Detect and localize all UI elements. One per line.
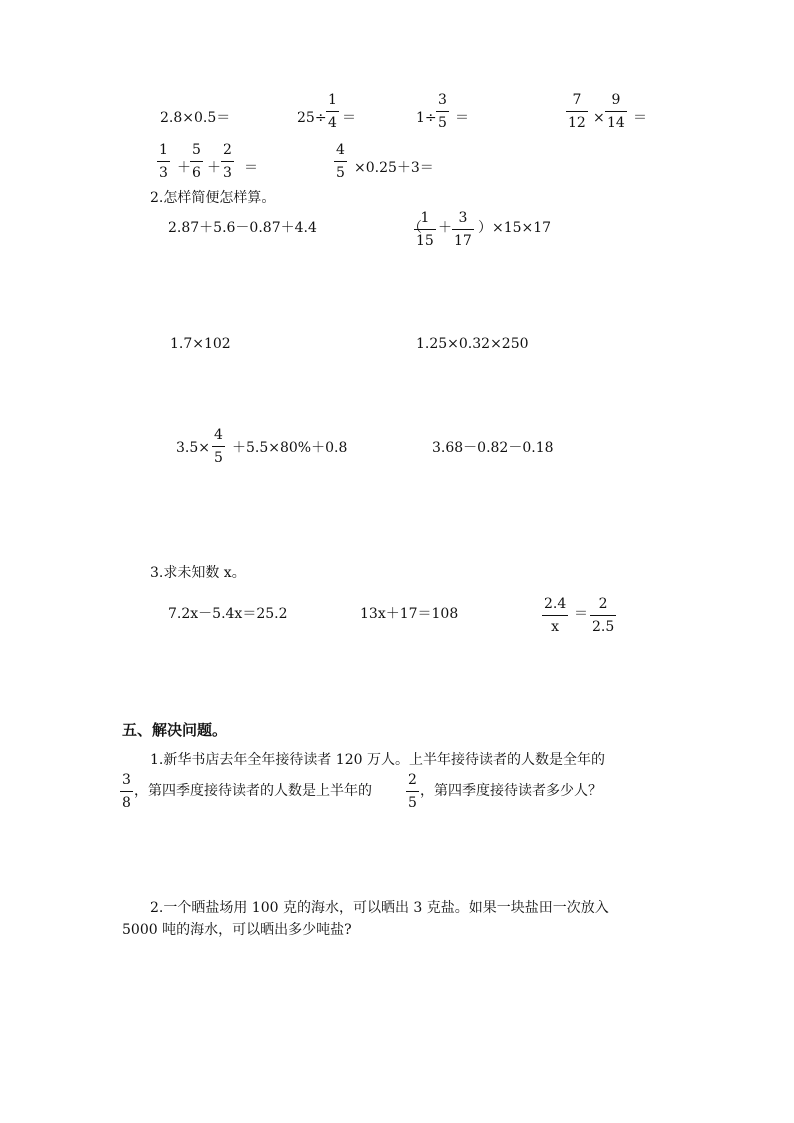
fraction-3-5: [436, 92, 449, 131]
expr-plus-5-5-times-80pct: ＋5.5×80%＋0.8: [232, 440, 348, 456]
problem-1-middle: ，第四季度接待读者的人数是上半年的: [134, 783, 372, 799]
fraction-5-6: [190, 142, 203, 181]
plus-sign: ＋: [207, 160, 221, 176]
fraction-2-over-2-5: [590, 596, 616, 635]
numerator: 2.4: [542, 596, 568, 616]
equals-sign: ＝: [342, 110, 356, 126]
equals-sign: ＝: [574, 606, 588, 622]
denominator: 8: [122, 795, 131, 811]
expr-simplify-1: 2.87＋5.6－0.87＋4.4: [168, 220, 317, 236]
fraction-9-14: [605, 92, 627, 131]
expr-simplify-3: 1.7×102: [170, 336, 231, 352]
numerator: 3: [436, 92, 449, 112]
numerator: 4: [212, 427, 225, 447]
denominator: 3: [223, 165, 232, 181]
numerator: 4: [334, 142, 347, 162]
fraction-1-15: [414, 210, 436, 249]
expr-3-5-times: 3.5×: [176, 440, 210, 456]
denominator: x: [551, 619, 560, 635]
numerator: 9: [605, 92, 627, 112]
times-sign: ×: [593, 110, 605, 126]
denominator: 17: [454, 233, 472, 249]
numerator: 3: [452, 210, 474, 230]
fraction-1-3: [157, 142, 170, 181]
numerator: 5: [190, 142, 203, 162]
plus-sign: ＋: [177, 160, 191, 176]
denominator: 5: [214, 450, 223, 466]
fraction-7-12: [566, 92, 588, 131]
denominator: 5: [408, 795, 417, 811]
numerator: 1: [414, 210, 436, 230]
denominator: 5: [336, 165, 345, 181]
fraction-4-5: [212, 427, 225, 466]
expr-25-div-prefix: 25÷: [297, 110, 327, 126]
expr-simplify-6: 3.68－0.82－0.18: [432, 440, 554, 456]
expr-simplify-4: 1.25×0.32×250: [416, 336, 529, 352]
numerator: 2: [590, 596, 616, 616]
equation-1: 7.2x－5.4x＝25.2: [168, 606, 288, 622]
fraction-2-5: [406, 772, 419, 811]
section-5-title: 五、解决问题。: [122, 721, 228, 739]
problem-1-line-1: 1.新华书店去年全年接待读者 120 万人。上半年接待读者的人数是全年的: [150, 752, 605, 768]
problem-1-end: ，第四季度接待读者多少人？: [420, 783, 602, 799]
denominator: 3: [159, 165, 168, 181]
problem-2-line-1: 2.一个晒盐场用 100 克的海水，可以晒出 3 克盐。如果一块盐田一次放入: [150, 900, 609, 916]
denominator: 15: [416, 233, 434, 249]
equals-sign: ＝: [244, 160, 258, 176]
numerator: 7: [566, 92, 588, 112]
denominator: 2.5: [592, 619, 615, 635]
expr-times-15-times-17: ）×15×17: [478, 220, 552, 236]
fraction-2-4-over-x: [542, 596, 568, 635]
equals-sign: ＝: [633, 110, 647, 126]
numerator: 2: [406, 772, 419, 792]
numerator: 2: [221, 142, 234, 162]
fraction-3-17: [452, 210, 474, 249]
section-3-title: 3.求未知数 x。: [150, 565, 246, 581]
denominator: 6: [192, 165, 201, 181]
section-2-title: 2.怎样简便怎样算。: [150, 190, 276, 206]
open-paren: （: [408, 220, 422, 236]
numerator: 1: [157, 142, 170, 162]
numerator: 1: [326, 92, 339, 112]
fraction-1-4: [326, 92, 339, 131]
equation-2: 13x＋17＝108: [360, 606, 459, 622]
denominator: 14: [607, 115, 625, 131]
expr-1-div-prefix: 1÷: [416, 110, 437, 126]
expr-2-8-times-0-5: 2.8×0.5＝: [160, 110, 231, 126]
expr-times-0-25-plus-3: ×0.25＋3＝: [354, 160, 434, 176]
denominator: 5: [438, 115, 447, 131]
numerator: 3: [120, 772, 133, 792]
problem-2-line-2: 5000 吨的海水，可以晒出多少吨盐?: [122, 922, 352, 938]
fraction-3-8: [120, 772, 133, 811]
equals-sign: ＝: [455, 110, 469, 126]
plus-sign: ＋: [438, 220, 452, 236]
fraction-4-5: [334, 142, 347, 181]
denominator: 12: [568, 115, 586, 131]
denominator: 4: [328, 115, 337, 131]
fraction-2-3: [221, 142, 234, 181]
